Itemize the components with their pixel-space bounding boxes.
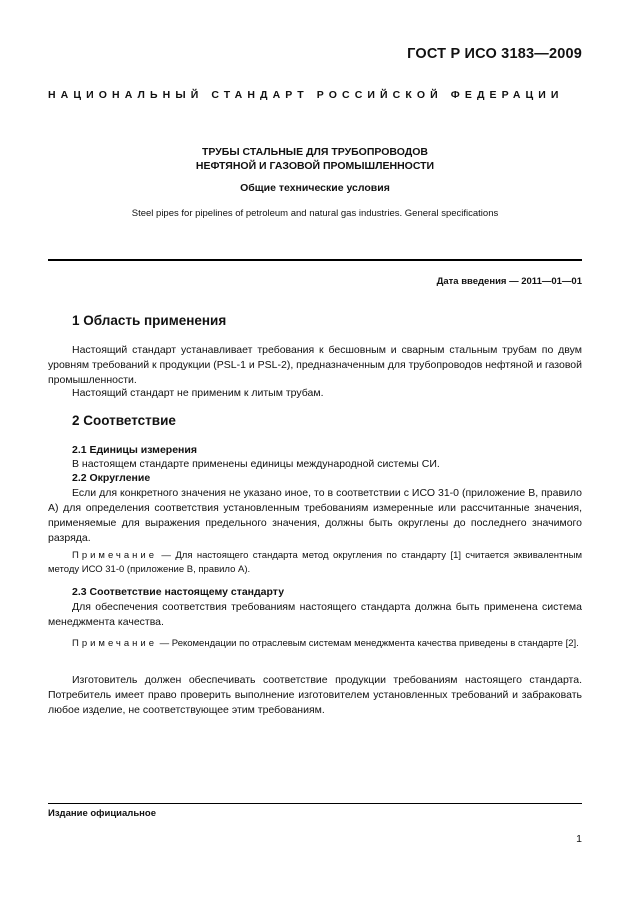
- national-standard-banner: НАЦИОНАЛЬНЫЙ СТАНДАРТ РОССИЙСКОЙ ФЕДЕРАЦИИ: [48, 89, 564, 101]
- subsection-2-1-heading: 2.1 Единицы измерения: [72, 444, 197, 456]
- title-line-1: ТРУБЫ СТАЛЬНЫЕ ДЛЯ ТРУБОПРОВОДОВ: [201, 146, 429, 158]
- introduction-date: Дата введения — 2011—01—01: [436, 276, 582, 287]
- section-2-heading: 2 Соответствие: [72, 413, 176, 428]
- subsection-2-2-heading: 2.2 Округление: [72, 472, 151, 484]
- subsection-2-3-text-2: Изготовитель должен обеспечивать соответствие продукции требованиям настоящего стандарта. Потребитель имеет право проверить выполнение изготовителем установленных требований и забраковать любое изделие, не соответствующее этим требованиям.: [48, 674, 582, 716]
- note-1: [48, 549, 582, 577]
- note-2: [48, 637, 582, 651]
- note-2-label: Примечание: [72, 638, 157, 649]
- title-line-2: НЕФТЯНОЙ И ГАЗОВОЙ ПРОМЫШЛЕННОСТИ: [195, 159, 435, 172]
- section-1-paragraph-1: Настоящий стандарт устанавливает требования к бесшовным и сварным стальным трубам по двум уровням требований к продукции (PSL-1 и PSL-2), предназначенным для трубопроводов нефтяной и газовой промышленности.: [48, 344, 583, 386]
- section-1-paragraph-2: Настоящий стандарт не применим к литым трубам.: [72, 387, 324, 399]
- section-1-heading: 1 Область применения: [72, 313, 227, 328]
- subsection-2-3-heading: 2.3 Соответствие настоящему стандарту: [72, 586, 285, 598]
- note-1-text: — Для настоящего стандарта метод округления по стандарту [1] считается эквивалентным методу ИСО 31-0 (приложение В, правило А).: [48, 550, 582, 575]
- page-number: 1: [576, 833, 582, 845]
- subsection-2-3-text: Для обеспечения соответствия требованиям настоящего стандарта должна быть применена система менеджмента качества.: [48, 601, 582, 628]
- document-title: [48, 146, 582, 173]
- official-edition-label: Издание официальное: [48, 808, 156, 819]
- footer-divider: [48, 803, 582, 804]
- note-2-text: — Рекомендации по отраслевым системам менеджмента качества приведены в стандарте [2].: [157, 638, 579, 649]
- header-divider: [48, 259, 582, 261]
- english-title: Steel pipes for pipelines of petroleum and natural gas industries. General specifications: [131, 208, 499, 219]
- note-1-label: Примечание: [72, 550, 157, 561]
- subsection-2-1-text: В настоящем стандарте применены единицы международной системы СИ.: [72, 458, 440, 470]
- document-subtitle: Общие технические условия: [240, 182, 390, 194]
- document-code: ГОСТ Р ИСО 3183—2009: [407, 46, 582, 62]
- subsection-2-2-text: Если для конкретного значения не указано иное, то в соответствии с ИСО 31-0 (приложение В, правило А) для определения соответствия установленным требованиям измеренные или рассчитанные значения, применяемые для выражения предельного значения, должны быть округлены до последнего значимого разряда.: [48, 487, 582, 544]
